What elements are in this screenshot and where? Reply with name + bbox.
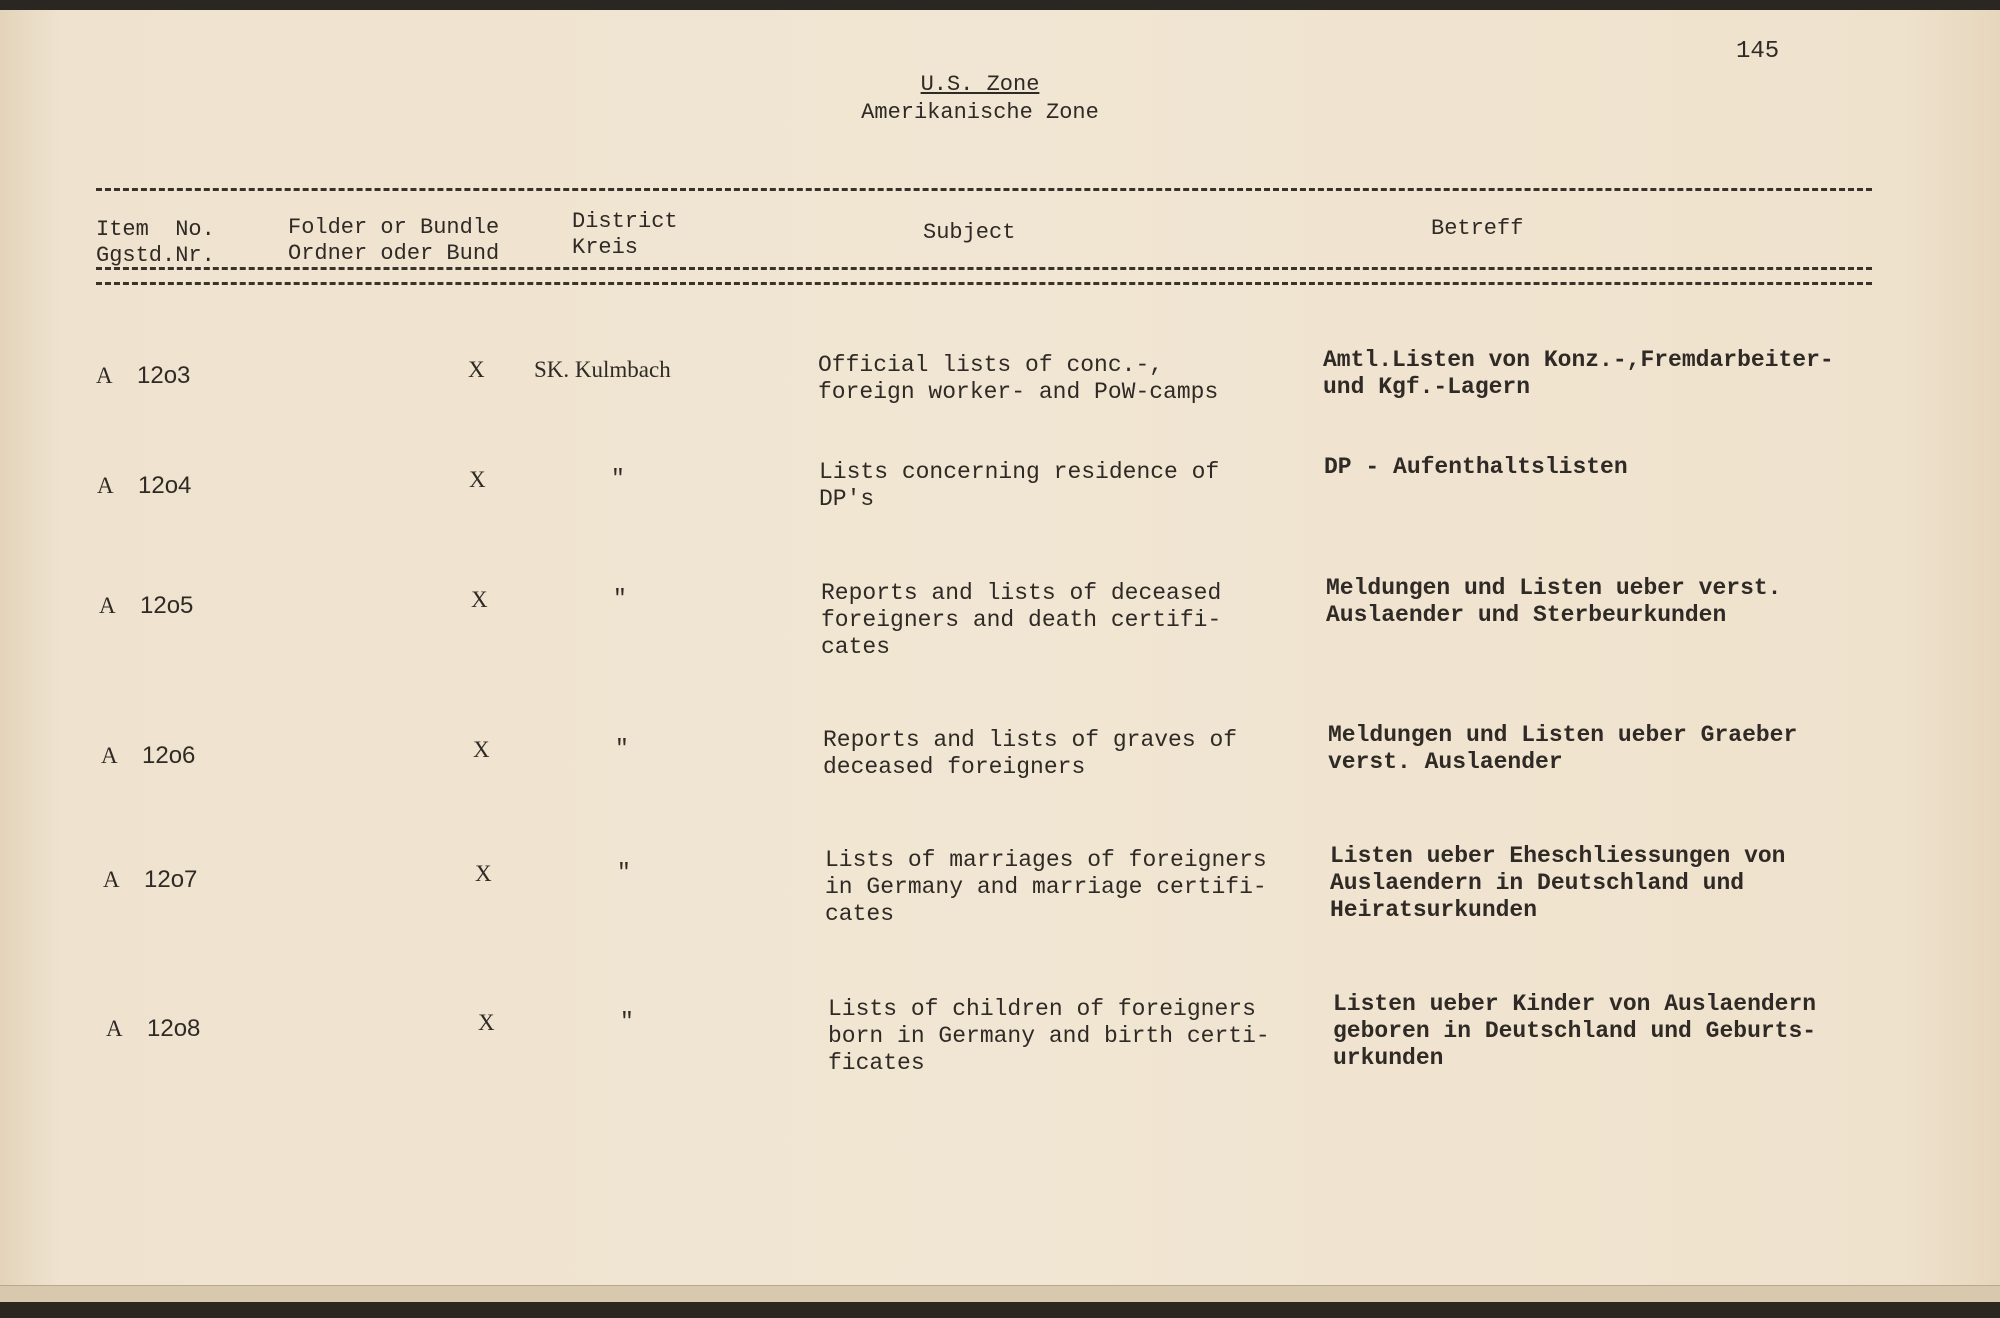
folder-mark: X [468, 357, 485, 382]
district: " [617, 860, 631, 886]
district: " [620, 1009, 634, 1035]
subject: Reports and lists of deceased foreigners and death certifi- cates [821, 580, 1222, 660]
item-prefix: A [99, 593, 116, 618]
district: " [615, 736, 629, 762]
header-district-de: Kreis [572, 235, 639, 260]
header-subject: Subject [923, 220, 1016, 245]
item-prefix: A [101, 743, 118, 768]
divider [96, 282, 1872, 285]
betreff: DP - Aufenthaltslisten [1324, 454, 1628, 480]
district: SK. Kulmbach [534, 357, 671, 382]
item-prefix: A [106, 1016, 123, 1041]
item-number: 12o3 [137, 362, 191, 389]
divider [96, 267, 1872, 270]
folder-mark: X [471, 587, 488, 612]
item-number: 12o7 [144, 866, 198, 893]
divider [96, 188, 1872, 191]
betreff: Listen ueber Kinder von Auslaendern geboren in Deutschland und Geburts- urkunden [1333, 991, 1817, 1071]
header-district-en: District [572, 209, 678, 234]
betreff: Amtl.Listen von Konz.-,Fremdarbeiter- und Kgf.-Lagern [1323, 347, 1834, 400]
betreff: Meldungen und Listen ueber Graeber verst. Auslaender [1328, 722, 1798, 775]
item-number: 12o4 [138, 472, 192, 499]
subject: Lists of children of foreigners born in Germany and birth certi- ficates [828, 996, 1270, 1076]
page-number: 145 [1736, 38, 1780, 65]
header-item-de: Ggstd.Nr. [96, 243, 215, 268]
folder-mark: X [478, 1010, 495, 1035]
item-prefix: A [103, 867, 120, 892]
subject: Official lists of conc.-, foreign worker- and PoW-camps [818, 352, 1219, 405]
header-folder-de: Ordner oder Bund [288, 241, 500, 266]
district: " [613, 586, 627, 612]
folder-mark: X [469, 467, 486, 492]
item-number: 12o6 [142, 742, 196, 769]
document-page [0, 10, 2000, 1302]
item-number: 12o5 [140, 592, 194, 619]
folder-mark: X [475, 861, 492, 886]
header-betreff: Betreff [1431, 216, 1524, 241]
folder-mark: X [473, 737, 490, 762]
subject: Lists concerning residence of DP's [819, 459, 1220, 512]
header-folder-en: Folder or Bundle [288, 215, 500, 240]
header-item-en: Item No. [96, 217, 215, 242]
district: " [611, 466, 625, 492]
item-prefix: A [96, 363, 113, 388]
betreff: Listen ueber Eheschliessungen von Auslaendern in Deutschland und Heiratsurkunden [1330, 843, 1786, 923]
item-prefix: A [97, 473, 114, 498]
page-title: U.S. Zone [920, 72, 1040, 97]
page-subtitle: Amerikanische Zone [861, 100, 1099, 125]
item-number: 12o8 [147, 1015, 201, 1042]
page-edge [0, 1285, 2000, 1302]
subject: Lists of marriages of foreigners in Germany and marriage certifi- cates [825, 847, 1267, 927]
betreff: Meldungen und Listen ueber verst. Auslaender und Sterbeurkunden [1326, 575, 1782, 628]
subject: Reports and lists of graves of deceased foreigners [823, 727, 1238, 780]
